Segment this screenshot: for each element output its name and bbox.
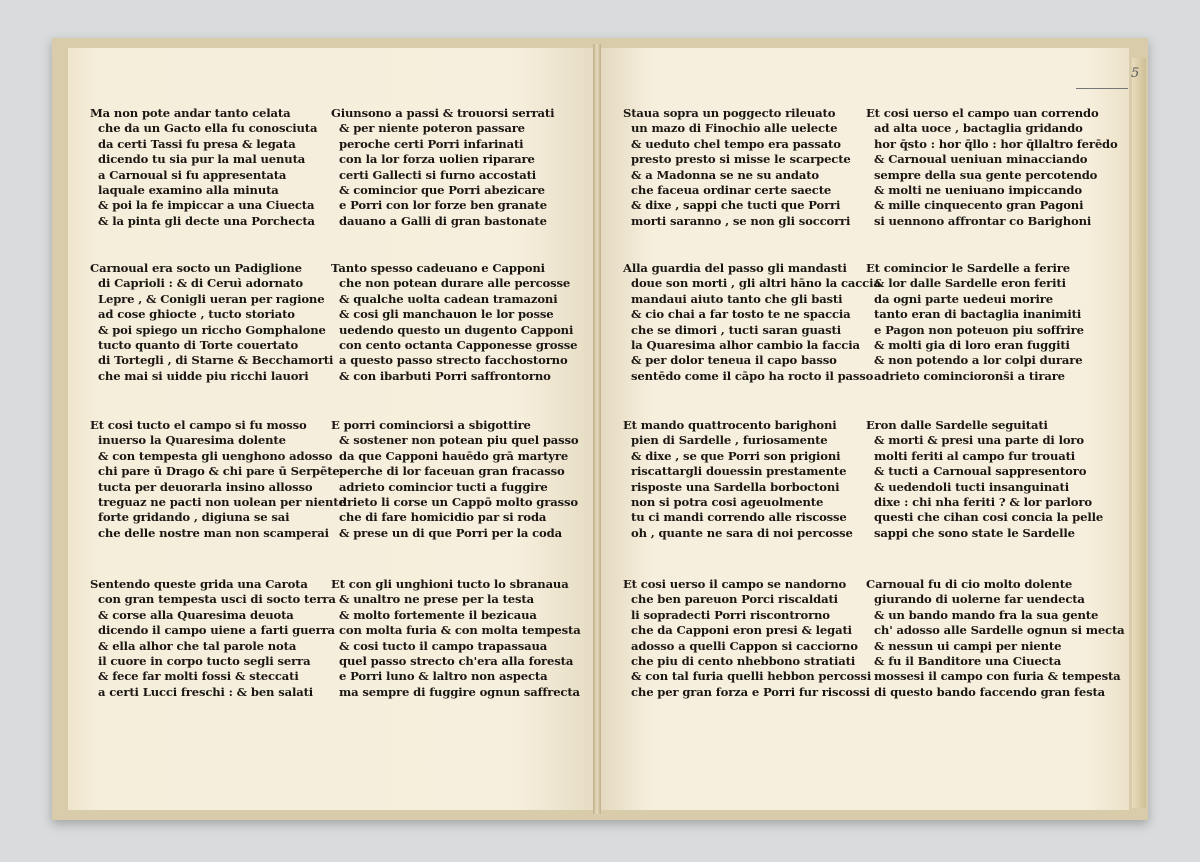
verse-line: Staua sopra un poggecto rileuato [623, 106, 836, 120]
verse-line: a questo passo strecto facchostorno [339, 353, 568, 368]
verse-line: quel passo strecto ch'era alla foresta [339, 654, 574, 669]
verse-line: & molti gia di loro eran fuggiti [874, 338, 1070, 353]
verse-line: giurando di uolerne far uendecta [874, 592, 1085, 607]
verse-line: risposte una Sardella borboctoni [631, 479, 840, 494]
verse-line: & un bando mando fra la sua gente [874, 607, 1099, 622]
verse-line: Carnoual era socto un Padiglione [90, 261, 302, 275]
page-edges [1132, 58, 1146, 808]
verse-line: & cosi gli manchauon le lor posse [339, 307, 554, 322]
stanza-l4b [331, 577, 581, 700]
verse-line: treguaz ne pacti non uolean per niente [98, 495, 346, 510]
verse-line: & cio chai a far tosto te ne spaccia [631, 307, 851, 322]
verse-line: dauano a Galli di gran bastonate [339, 213, 547, 228]
verse-line: si uennono affrontar co Barighoni [874, 213, 1092, 228]
verse-line: adrieto comincior tucti a fuggire [339, 479, 548, 494]
verse-line: adosso a quelli Cappon si cacciorno [631, 638, 858, 653]
verse-line: & poi spiego un riccho Gomphalone [98, 322, 326, 337]
verse-line: oh , quante ne sara di noi percosse [631, 525, 853, 540]
verse-line: & morti & presi una parte di loro [874, 433, 1084, 448]
verse-line: che se dimori , tucti saran guasti [631, 322, 841, 337]
verse-line: questi che cihan cosi concia la pelle [874, 510, 1104, 525]
stanza-l1a [90, 106, 317, 229]
verse-line: dicendo tu sia pur la mal uenuta [98, 152, 306, 167]
verse-line: chi pare ū Drago & chi pare ū Serpēte [98, 464, 340, 479]
verse-line: di Tortegli , di Starne & Becchamorti [98, 353, 334, 368]
verse-line: & mille cinquecento gran Pagoni [874, 198, 1084, 213]
verse-line: con molta furia & con molta tempesta [339, 623, 581, 638]
stanza-r3a [623, 418, 853, 541]
stanza-l3b [331, 418, 578, 541]
stanza-r1a [623, 106, 851, 229]
stanza-r1b [866, 106, 1118, 229]
verse-line: sappi che sono state le Sardelle [874, 525, 1075, 540]
verse-line: pien di Sardelle , furiosamente [631, 433, 828, 448]
verse-line: Giunsono a passi & trouorsi serrati [331, 106, 555, 120]
verse-line: tu ci mandi correndo alle riscosse [631, 510, 847, 525]
verse-line: tucto quanto di Torte couertato [98, 338, 299, 353]
verse-line: il cuore in corpo tucto segli serra [98, 654, 311, 669]
verse-line: Eron dalle Sardelle seguitati [866, 418, 1048, 432]
verse-line: & unaltro ne prese per la testa [339, 592, 534, 607]
verse-line: Alla guardia del passo gli mandasti [623, 261, 847, 275]
verse-line: con la lor forza uolien riparare [339, 152, 535, 167]
verse-line: che per gran forza e Porri fur riscossi [631, 684, 870, 699]
verse-line: di questo bando faccendo gran festa [874, 684, 1106, 699]
stanza-r2a [623, 261, 881, 384]
verse-line: & nessun ui campi per niente [874, 638, 1062, 653]
verse-line: la Quaresima alhor cambio la faccia [631, 338, 860, 353]
verse-line: & la pinta gli decte una Porchecta [98, 213, 315, 228]
stanza-l2a [90, 261, 333, 384]
verse-line: & molto fortemente il bezicaua [339, 607, 537, 622]
stanza-r2b [866, 261, 1084, 384]
verse-line: da que Capponi hauēdo grā martyre [339, 448, 569, 463]
verse-line: & ueduto chel tempo era passato [631, 136, 841, 151]
verse-line: a certi Lucci freschi : & ben salati [98, 684, 314, 699]
verse-line: con gran tempesta usci di socto terra [98, 592, 336, 607]
stanza-l2b [331, 261, 577, 384]
verse-line: sentēdo come il cāpo ha rocto il passo [631, 368, 874, 383]
verse-line: che non potean durare alle percosse [339, 276, 571, 291]
verse-line: & prese un di que Porri per la coda [339, 525, 562, 540]
verse-line: & cosi tucto il campo trapassaua [339, 638, 548, 653]
verse-line: laquale examino alla minuta [98, 183, 279, 198]
folio-number: 5 [1131, 66, 1140, 81]
verse-line: & poi la fe impiccar a una Ciuecta [98, 198, 315, 213]
verse-line: che faceua ordinar certe saecte [631, 183, 832, 198]
verse-line: & con ibarbuti Porri saffrontorno [339, 368, 551, 383]
verse-line: hor q̄sto : hor q̄llo : hor q̄llaltro ferēdo [874, 136, 1118, 151]
verse-line: Et cosi uerso el campo uan correndo [866, 106, 1099, 120]
verse-line: mossesi il campo con furia & tempesta [874, 669, 1121, 684]
verse-line: & lor dalle Sardelle eron feriti [874, 276, 1066, 291]
stanza-r3b [866, 418, 1103, 541]
verse-line: & con tal furia quelli hebbon percossi [631, 669, 872, 684]
verse-line: & per dolor teneua il capo basso [631, 353, 837, 368]
verse-line: Et con gli unghioni tucto lo sbranaua [331, 577, 569, 591]
verse-line: ma sempre di fuggire ognun saffrecta [339, 684, 580, 699]
verse-line: peroche certi Porri infarinati [339, 136, 524, 151]
verse-line: presto presto si misse le scarpecte [631, 152, 851, 167]
verse-line: & con tempesta gli uenghono adosso [98, 448, 333, 463]
verse-line: che ben pareuon Porci riscaldati [631, 592, 838, 607]
stanza-r4b [866, 577, 1125, 700]
verse-line: Ma non pote andar tanto celata [90, 106, 291, 120]
verse-line: ad alta uoce , bactaglia gridando [874, 121, 1083, 136]
verse-line: E porri cominciorsi a sbigottire [331, 418, 531, 432]
verse-line: doue son morti , gli altri hāno la caccia [631, 276, 881, 291]
verse-line: che da Capponi eron presi & legati [631, 623, 852, 638]
verse-line: & corse alla Quaresima deuota [98, 607, 294, 622]
verse-line: Carnoual fu di cio molto dolente [866, 577, 1073, 591]
verse-line: Et mando quattrocento barighoni [623, 418, 837, 432]
verse-line: & sostener non potean piu quel passo [339, 433, 579, 448]
verse-line: a Carnoual si fu appresentata [98, 167, 287, 182]
verse-line: & non potendo a lor colpi durare [874, 353, 1083, 368]
verse-line: e Pagon non poteuon piu soffrire [874, 322, 1084, 337]
verse-line: mandaui aiuto tanto che gli basti [631, 291, 843, 306]
verse-line: Sentendo queste grida una Carota [90, 577, 308, 591]
stanza-l3a [90, 418, 346, 541]
verse-line: inuerso la Quaresima dolente [98, 433, 286, 448]
verse-line: & fu il Banditore una Ciuecta [874, 654, 1062, 669]
stanza-l4a [90, 577, 336, 700]
verse-line: di Caprioli : & di Ceruì adornato [98, 276, 303, 291]
verse-line: che da un Gacto ella fu conosciuta [98, 121, 318, 136]
verse-line: riscattargli douessin prestamente [631, 464, 847, 479]
verse-line: tanto eran di bactaglia inanimiti [874, 307, 1082, 322]
verse-line: & ella alhor che tal parole nota [98, 638, 297, 653]
verse-line: & per niente poteron passare [339, 121, 525, 136]
verse-line: & dixe , se que Porri son prigioni [631, 448, 841, 463]
verse-line: ad cose ghiocte , tucto storiato [98, 307, 295, 322]
verse-line: con cento octanta Capponesse grosse [339, 338, 578, 353]
verse-line: Et comincior le Sardelle a ferire [866, 261, 1070, 275]
stanza-r4a [623, 577, 871, 700]
verse-line: li sopradecti Porri riscontrorno [631, 607, 830, 622]
verse-line: & dixe , sappi che tucti que Porri [631, 198, 841, 213]
verse-line: che mai si uidde piu ricchi lauori [98, 368, 309, 383]
verse-line: che delle nostre man non scamperai [98, 525, 329, 540]
verse-line: molti feriti al campo fur trouati [874, 448, 1076, 463]
verse-line: Et cosi tucto el campo si fu mosso [90, 418, 307, 432]
verse-line: & tucti a Carnoual sappresentoro [874, 464, 1087, 479]
verse-line: & molti ne ueniuano impiccando [874, 183, 1082, 198]
verse-line: da ogni parte uedeui morire [874, 291, 1053, 306]
verse-line: dicendo il campo uiene a farti guerra [98, 623, 335, 638]
verse-line: un mazo di Finochio alle uelecte [631, 121, 838, 136]
verse-line: Et cosi uerso il campo se nandorno [623, 577, 847, 591]
verse-line: forte gridando , digiuna se sai [98, 510, 290, 525]
verse-line: & a Madonna se ne su andato [631, 167, 820, 182]
verse-line: Tanto spesso cadeuano e Capponi [331, 261, 545, 275]
verse-line: e Porri con lor forze ben granate [339, 198, 547, 213]
verse-line: ch' adosso alle Sardelle ognun si mecta [874, 623, 1125, 638]
verse-line: dixe : chi nha feriti ? & lor parloro [874, 495, 1092, 510]
stanza-l1b [331, 106, 554, 229]
verse-line: sempre della sua gente percotendo [874, 167, 1098, 182]
book-gutter [593, 44, 601, 814]
verse-line: & uedendoli tucti insanguinati [874, 479, 1069, 494]
verse-line: & Carnoual ueniuan minacciando [874, 152, 1088, 167]
verse-line: che di fare homicidio par si roda [339, 510, 547, 525]
verse-line: drieto li corse un Cappō molto grasso [339, 495, 578, 510]
verse-line: & fece far molti fossi & steccati [98, 669, 299, 684]
verse-line: & qualche uolta cadean tramazoni [339, 291, 558, 306]
verse-line: tucta per deuorarla insino allosso [98, 479, 313, 494]
verse-line: & comincior que Porri abezicare [339, 183, 545, 198]
verse-line: certi Gallecti si furno accostati [339, 167, 537, 182]
verse-line: non si potra cosi ageuolmente [631, 495, 824, 510]
verse-line: perche di lor faceuan gran fracasso [339, 464, 565, 479]
verse-line: che piu di cento nhebbono stratiati [631, 654, 856, 669]
verse-line: e Porri luno & laltro non aspecta [339, 669, 548, 684]
verse-line: uedendo questo un dugento Capponi [339, 322, 574, 337]
folio-rule [1076, 88, 1128, 89]
verse-line: Lepre , & Conigli ueran per ragione [98, 291, 325, 306]
verse-line: morti saranno , se non gli soccorri [631, 213, 851, 228]
verse-line: da certi Tassi fu presa & legata [98, 136, 296, 151]
verse-line: adrieto cominciorons̄i a tirare [874, 368, 1065, 383]
